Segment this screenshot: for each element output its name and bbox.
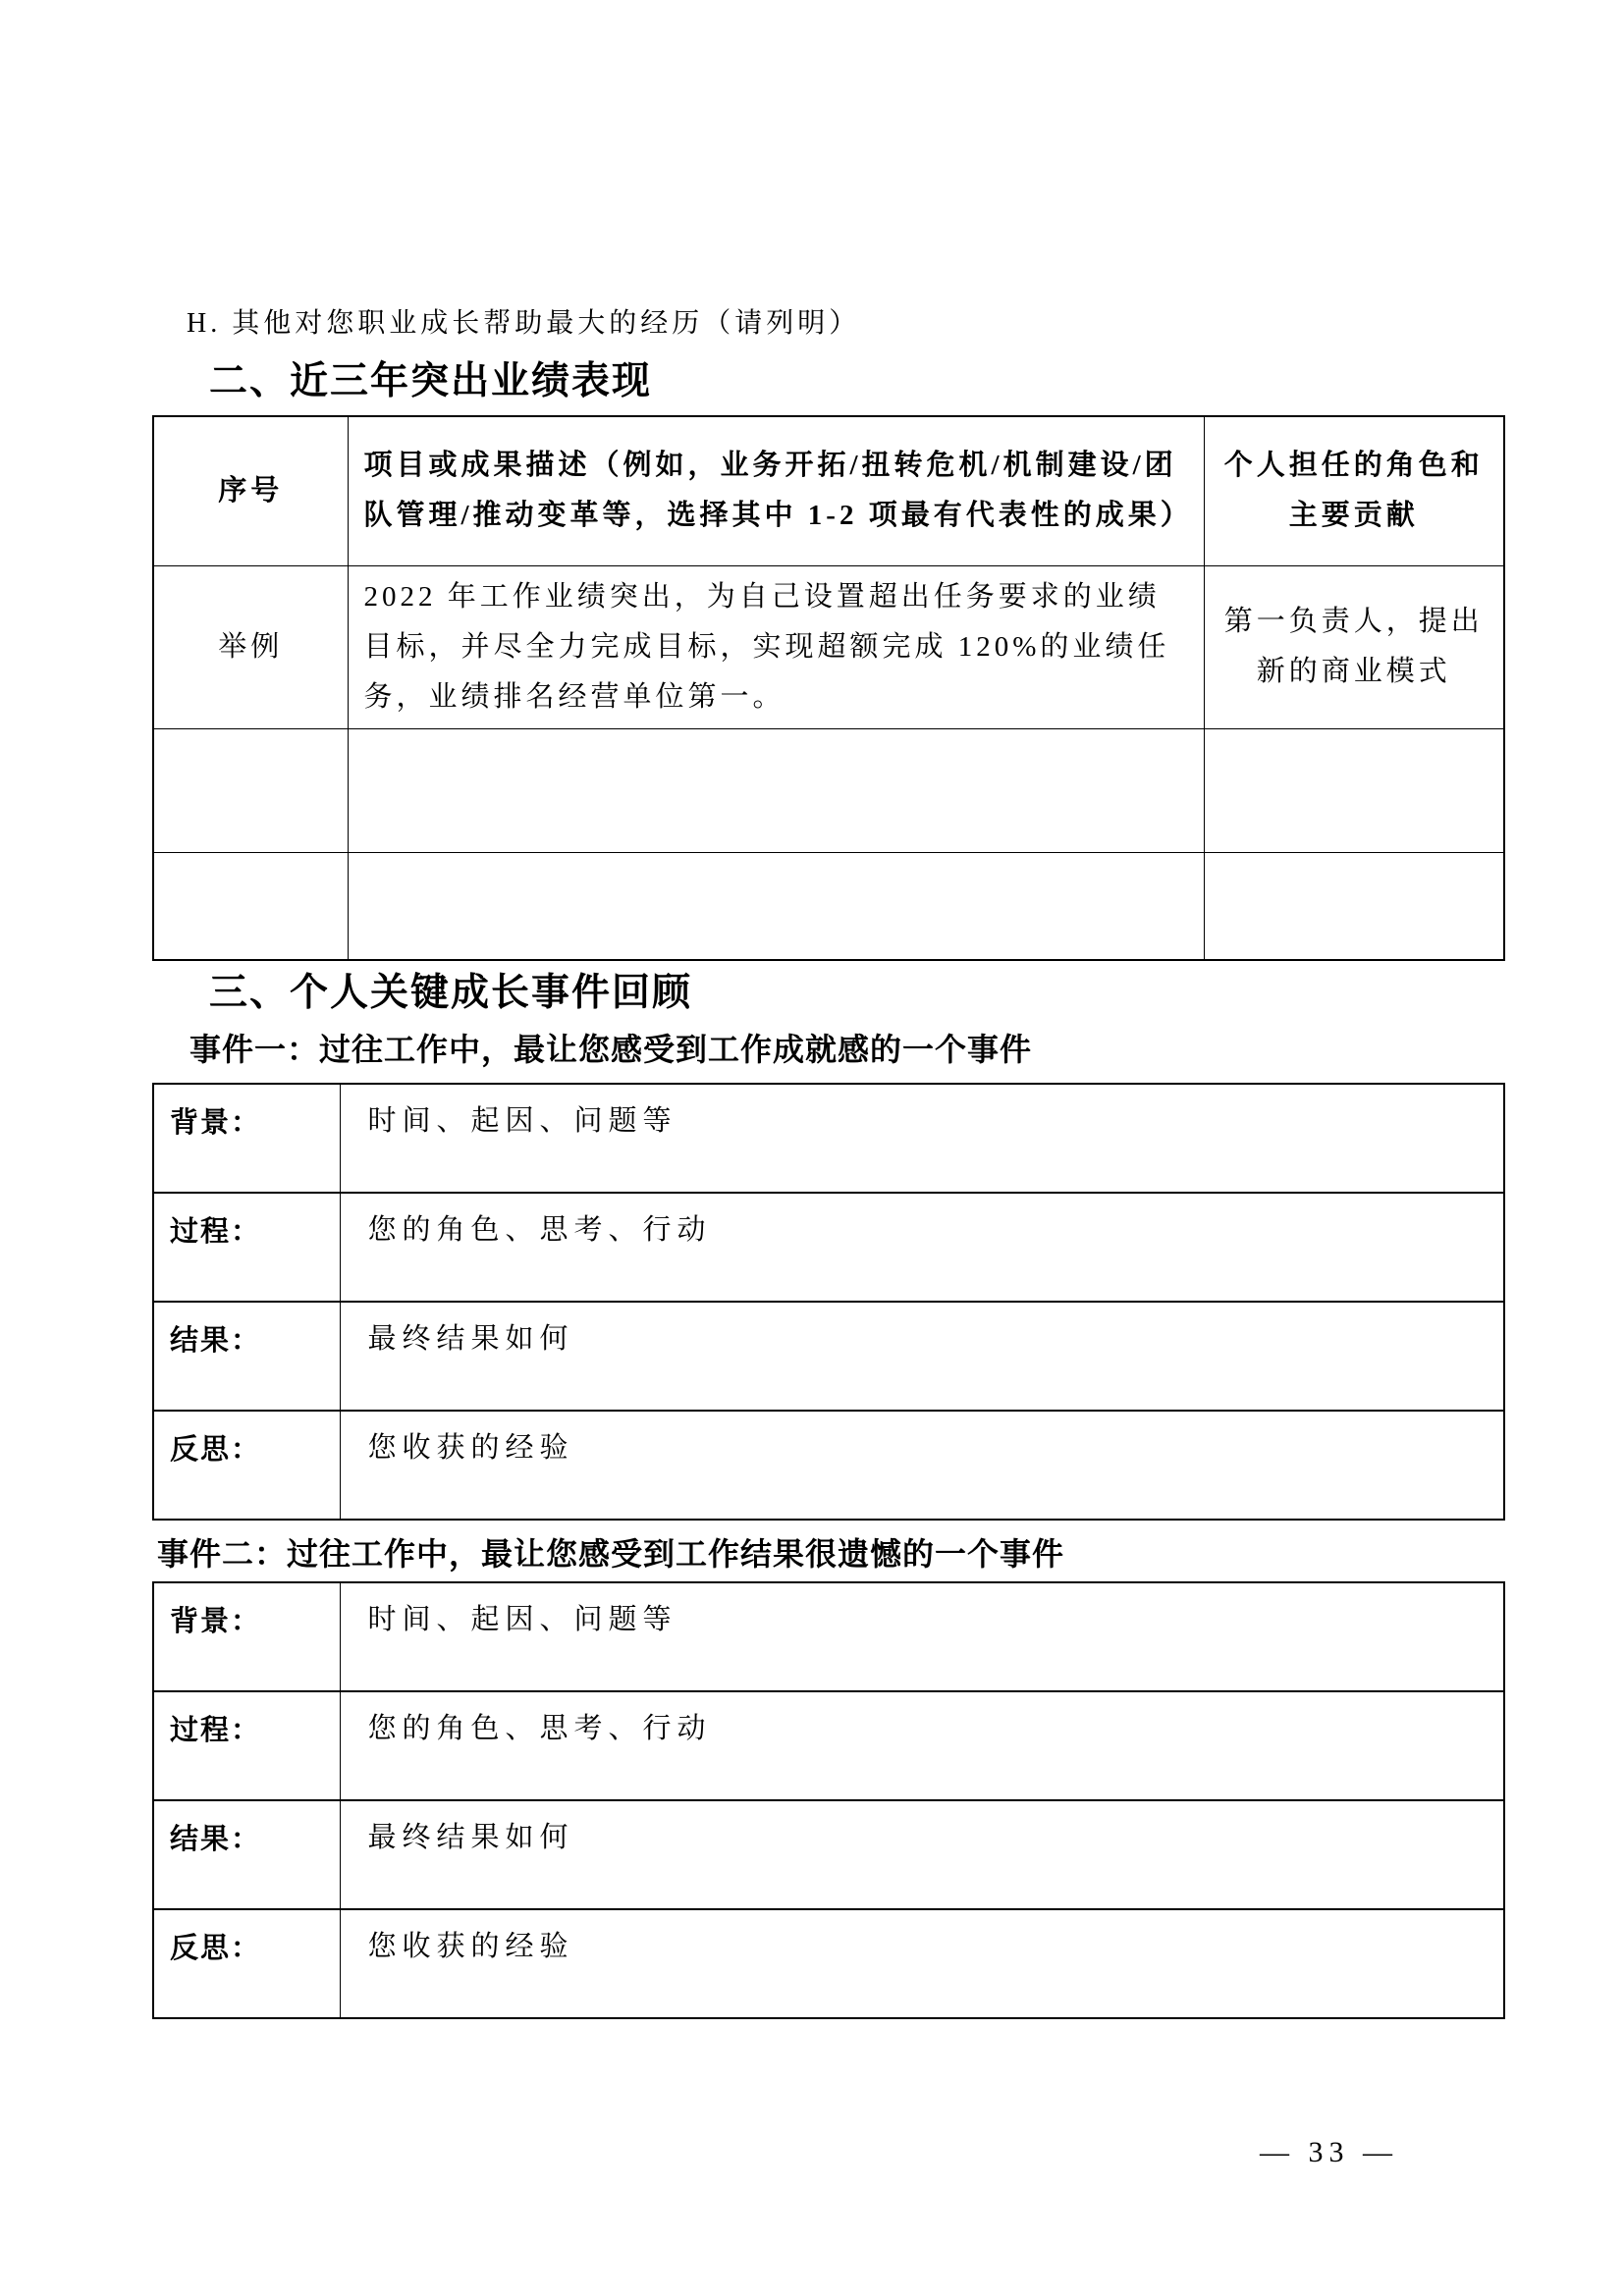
col-header-role: 个人担任的角色和主要贡献 <box>1204 416 1504 565</box>
performance-table <box>152 415 1505 961</box>
col-header-seq: 序号 <box>153 416 348 565</box>
performance-example-row <box>153 565 1504 728</box>
empty-no-cell <box>153 852 348 960</box>
empty-desc-cell <box>348 852 1204 960</box>
example-no-cell: 举例 <box>153 565 348 728</box>
page-content <box>152 302 1503 2019</box>
row-hint: 最终结果如何 <box>340 1302 1504 1411</box>
event1-row-reflection <box>153 1411 1504 1520</box>
row-hint: 您的角色、思考、行动 <box>340 1691 1504 1800</box>
row-hint: 最终结果如何 <box>340 1800 1504 1909</box>
row-hint: 您的角色、思考、行动 <box>340 1193 1504 1302</box>
empty-desc-cell <box>348 728 1204 852</box>
row-label: 反思： <box>153 1909 340 2018</box>
section3-title: 三、个人关键成长事件回顾 <box>209 972 693 1014</box>
performance-empty-row <box>153 852 1504 960</box>
event2-subtitle: 事件二：过往工作中，最让您感受到工作结果很遗憾的一个事件 <box>157 1536 1065 1572</box>
event2-row-result <box>153 1800 1504 1909</box>
empty-role-cell <box>1204 852 1504 960</box>
intro-line: H. 其他对您职业成长帮助最大的经历（请列明） <box>187 308 861 339</box>
row-label: 背景： <box>153 1582 340 1691</box>
row-hint: 时间、起因、问题等 <box>340 1582 1504 1691</box>
event2-row-reflection <box>153 1909 1504 2018</box>
row-label: 背景： <box>153 1084 340 1193</box>
row-hint: 您收获的经验 <box>340 1411 1504 1520</box>
event1-table <box>152 1083 1505 1521</box>
empty-role-cell <box>1204 728 1504 852</box>
row-hint: 您收获的经验 <box>340 1909 1504 2018</box>
event1-row-background <box>153 1084 1504 1193</box>
col-header-desc: 项目或成果描述（例如，业务开拓/扭转危机/机制建设/团队管理/推动变革等，选择其中 1-2 项最有代表性的成果） <box>348 416 1204 565</box>
section2-title: 二、近三年突出业绩表现 <box>209 360 653 402</box>
row-hint: 时间、起因、问题等 <box>340 1084 1504 1193</box>
performance-empty-row <box>153 728 1504 852</box>
row-label: 反思： <box>153 1411 340 1520</box>
row-label: 过程： <box>153 1193 340 1302</box>
row-label: 结果： <box>153 1302 340 1411</box>
event1-row-process <box>153 1193 1504 1302</box>
page-number: — 33 — <box>1260 2136 1398 2168</box>
event2-row-process <box>153 1691 1504 1800</box>
event1-row-result <box>153 1302 1504 1411</box>
performance-header-row <box>153 416 1504 565</box>
example-role-cell: 第一负责人，提出新的商业模式 <box>1204 565 1504 728</box>
empty-no-cell <box>153 728 348 852</box>
event2-table <box>152 1581 1505 2019</box>
row-label: 过程： <box>153 1691 340 1800</box>
event2-row-background <box>153 1582 1504 1691</box>
row-label: 结果： <box>153 1800 340 1909</box>
event1-subtitle: 事件一：过往工作中，最让您感受到工作成就感的一个事件 <box>189 1032 1033 1067</box>
example-desc-cell: 2022 年工作业绩突出，为自己设置超出任务要求的业绩目标，并尽全力完成目标，实现超额完成 120%的业绩任务，业绩排名经营单位第一。 <box>348 565 1204 728</box>
